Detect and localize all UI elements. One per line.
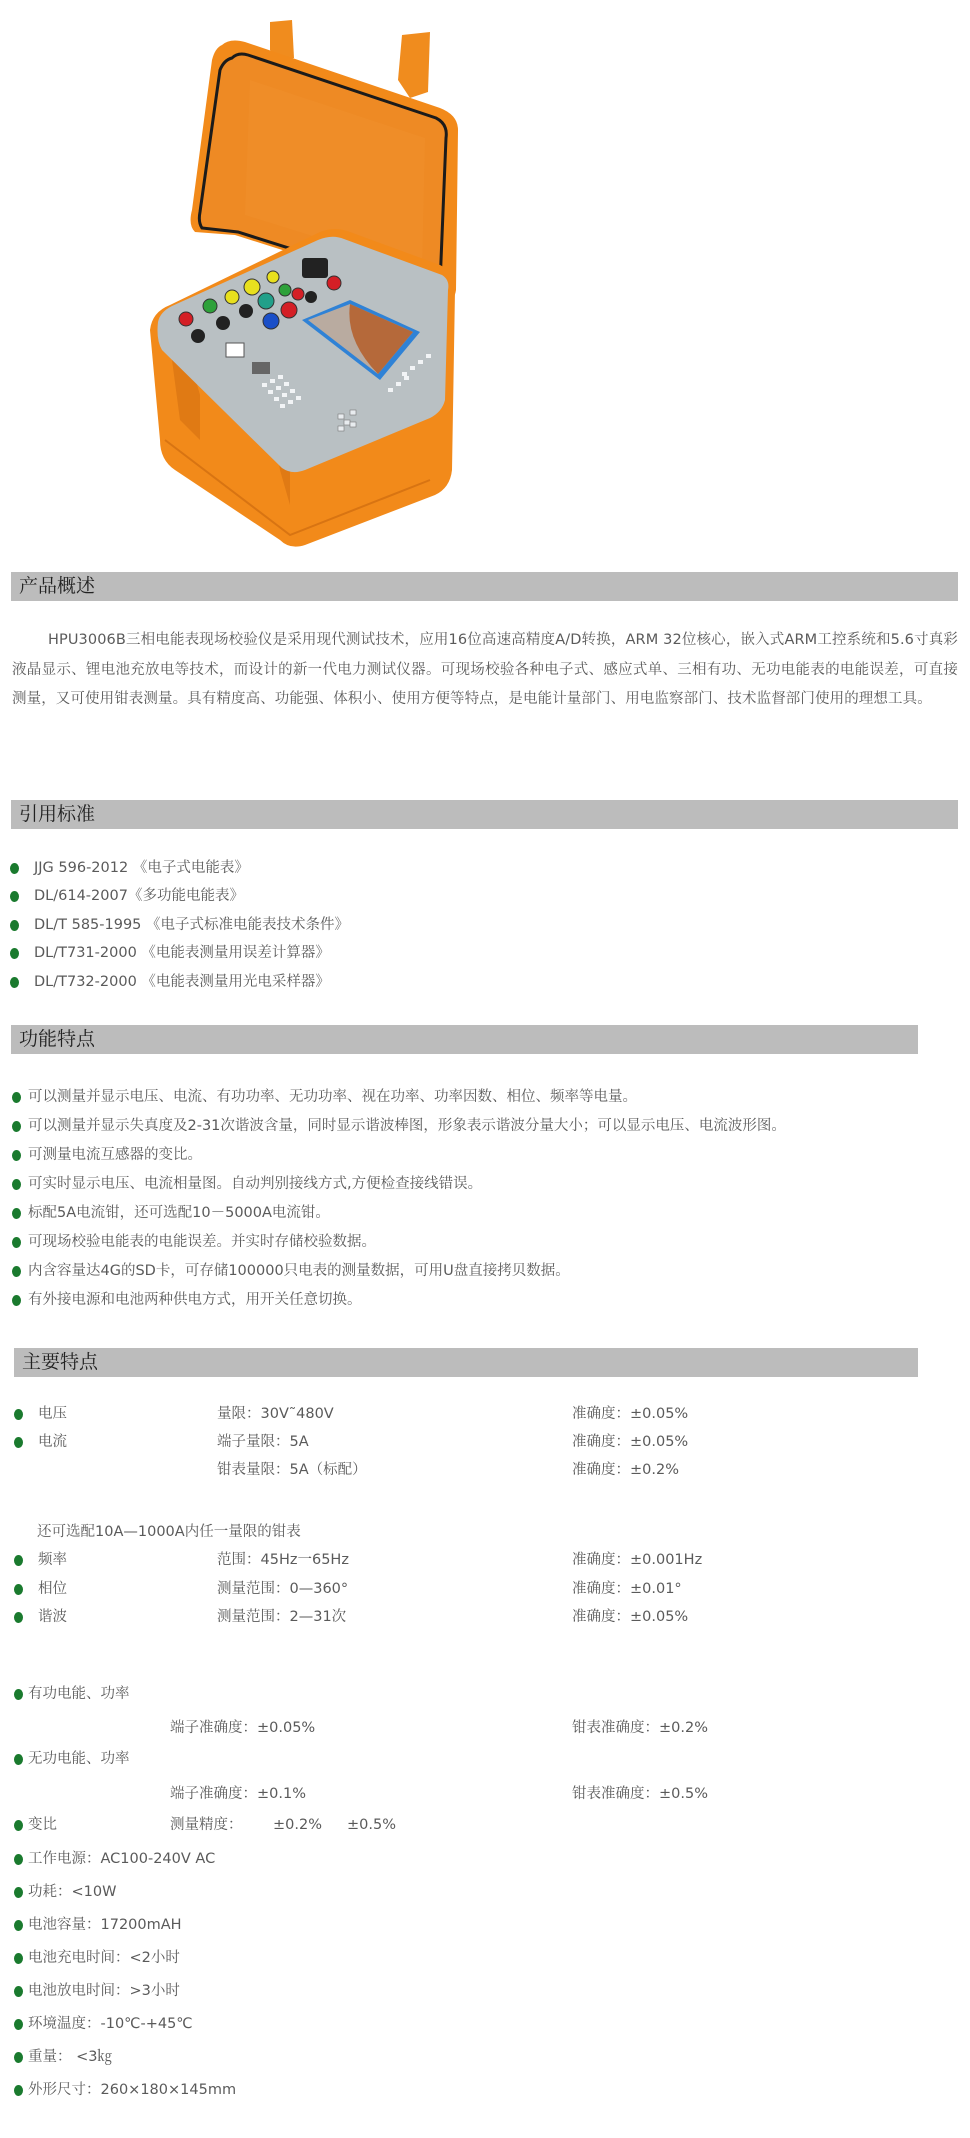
product-image: [140, 0, 620, 560]
bullet-icon: [14, 1820, 23, 1831]
bullet-icon: [12, 1092, 21, 1103]
spec-item: 功耗：<10W: [28, 1884, 117, 1900]
spec-label: 有功电能、功率: [28, 1686, 130, 1702]
bullet-icon: [14, 1854, 23, 1865]
list-item: 有外接电源和电池两种供电方式，用开关任意切换。: [28, 1292, 362, 1308]
bullet-icon: [10, 891, 19, 902]
bullet-icon: [14, 1437, 23, 1448]
section-header-features: [11, 1025, 918, 1054]
spec-item: 电池放电时间：>3小时: [28, 1983, 180, 1999]
bullet-icon: [14, 1612, 23, 1623]
spec-value: 测量范围：0—360°: [217, 1581, 349, 1597]
bullet-icon: [14, 1754, 23, 1765]
spec-accuracy: 准确度：±0.01°: [572, 1581, 682, 1597]
list-item: DL/T732-2000 《电能表测量用光电采样器》: [34, 974, 330, 990]
spec-accuracy: ±0.2%: [273, 1817, 322, 1833]
list-item: 可测量电流互感器的变比。: [28, 1147, 202, 1163]
spec-accuracy: 准确度：±0.001Hz: [572, 1552, 703, 1568]
bullet-icon: [14, 1953, 23, 1964]
spec-accuracy: ±0.5%: [347, 1817, 396, 1833]
list-item: 可实时显示电压、电流相量图。自动判别接线方式,方便检查接线错误。: [28, 1176, 483, 1192]
section-title: 引用标准: [19, 803, 96, 825]
clamp-note: 还可选配10A—1000A内任一量限的钳表: [37, 1524, 301, 1540]
spec-accuracy: 准确度：±0.05%: [572, 1609, 689, 1625]
bullet-icon: [12, 1237, 21, 1248]
spec-value: 端子量限：5A: [217, 1434, 309, 1450]
list-item: 可以测量并显示电压、电流、有功功率、无功功率、视在功率、功率因数、相位、频率等电量。: [28, 1089, 637, 1105]
spec-label: 电流: [38, 1434, 67, 1450]
bullet-icon: [10, 977, 19, 988]
bullet-icon: [12, 1121, 21, 1132]
spec-item: 电池充电时间：<2小时: [28, 1950, 180, 1966]
spec-accuracy: 准确度：±0.05%: [572, 1406, 689, 1422]
section-header-standards: [11, 800, 958, 829]
spec-value: 范围：45Hz一65Hz: [217, 1552, 349, 1568]
spec-item: 电池容量：17200mAH: [28, 1917, 182, 1933]
spec-item: 环境温度：-10℃-+45℃: [28, 2016, 193, 2032]
bullet-icon: [14, 1920, 23, 1931]
spec-label: 电压: [38, 1406, 67, 1422]
spec-value: 测量精度：: [170, 1817, 243, 1833]
spec-label: 谐波: [38, 1609, 67, 1625]
bullet-icon: [14, 1555, 23, 1566]
bullet-icon: [14, 2019, 23, 2030]
bullet-icon: [12, 1208, 21, 1219]
bullet-icon: [12, 1150, 21, 1161]
spec-value: 钳表量限：5A（标配）: [217, 1462, 367, 1478]
spec-value: 测量范围：2—31次: [217, 1609, 347, 1625]
spec-accuracy: 准确度：±0.2%: [572, 1462, 679, 1478]
bullet-icon: [14, 1409, 23, 1420]
spec-accuracy: 准确度：±0.05%: [572, 1434, 689, 1450]
bullet-icon: [12, 1179, 21, 1190]
bullet-icon: [12, 1295, 21, 1306]
section-title: 产品概述: [19, 575, 96, 597]
spec-label: 相位: [38, 1581, 67, 1597]
spec-label: 变比: [28, 1817, 57, 1833]
list-item: JJG 596-2012 《电子式电能表》: [34, 860, 249, 876]
list-item: DL/T 585-1995 《电子式标准电能表技术条件》: [34, 917, 350, 933]
bullet-icon: [14, 2085, 23, 2096]
list-item: 可现场校验电能表的电能误差。并实时存储校验数据。: [28, 1234, 376, 1250]
section-header-overview: [11, 572, 958, 601]
overview-paragraph: HPU3006B三相电能表现场校验仪是采用现代测试技术，应用16位高速高精度A/D转换，ARM 32位核心，嵌入式ARM工控系统和5.6寸真彩液晶显示、锂电池充放电等技术，而设计的新一代电力测试仪器。可现场校验各种电子式、感应式单、三相有功、无功电能表的电能误差，可直接测量，又可使用钳表测量。具有精度高、功能强、体积小、使用方便等特点，是电能计量部门、用电监察部门、技术监督部门使用的理想工具。: [12, 632, 958, 707]
spec-item: 工作电源：AC100-240V AC: [28, 1851, 216, 1867]
spec-item: 重量： <3㎏: [28, 2049, 112, 2065]
bullet-icon: [10, 920, 19, 931]
bullet-icon: [14, 2052, 23, 2063]
bullet-icon: [12, 1266, 21, 1277]
spec-accuracy: 钳表准确度：±0.2%: [572, 1720, 708, 1736]
list-item: 内含容量达4G的SD卡，可存储100000只电表的测量数据，可用U盘直接拷贝数据。: [28, 1263, 570, 1279]
bullet-icon: [10, 863, 19, 874]
section-header-specs: [14, 1348, 918, 1377]
list-item: DL/614-2007《多功能电能表》: [34, 888, 244, 904]
spec-accuracy: 钳表准确度：±0.5%: [572, 1786, 708, 1802]
section-title: 主要特点: [22, 1351, 99, 1373]
spec-value: 端子准确度：±0.1%: [170, 1786, 306, 1802]
list-item: DL/T731-2000 《电能表测量用误差计算器》: [34, 945, 330, 961]
bullet-icon: [14, 1584, 23, 1595]
section-title: 功能特点: [19, 1028, 96, 1050]
spec-item: 外形尺寸：260×180×145mm: [28, 2082, 237, 2098]
list-item: 可以测量并显示失真度及2-31次谐波含量，同时显示谐波棒图，形象表示谐波分量大小；可以显示电压、电流波形图。: [28, 1118, 786, 1134]
list-item: 标配5A电流钳，还可选配10－5000A电流钳。: [28, 1205, 330, 1221]
spec-value: 量限：30V˜480V: [217, 1406, 334, 1422]
spec-label: 频率: [38, 1552, 67, 1568]
bullet-icon: [10, 948, 19, 959]
spec-label: 无功电能、功率: [28, 1751, 130, 1767]
bullet-icon: [14, 1689, 23, 1700]
spec-value: 端子准确度：±0.05%: [170, 1720, 316, 1736]
bullet-icon: [14, 1986, 23, 1997]
bullet-icon: [14, 1887, 23, 1898]
